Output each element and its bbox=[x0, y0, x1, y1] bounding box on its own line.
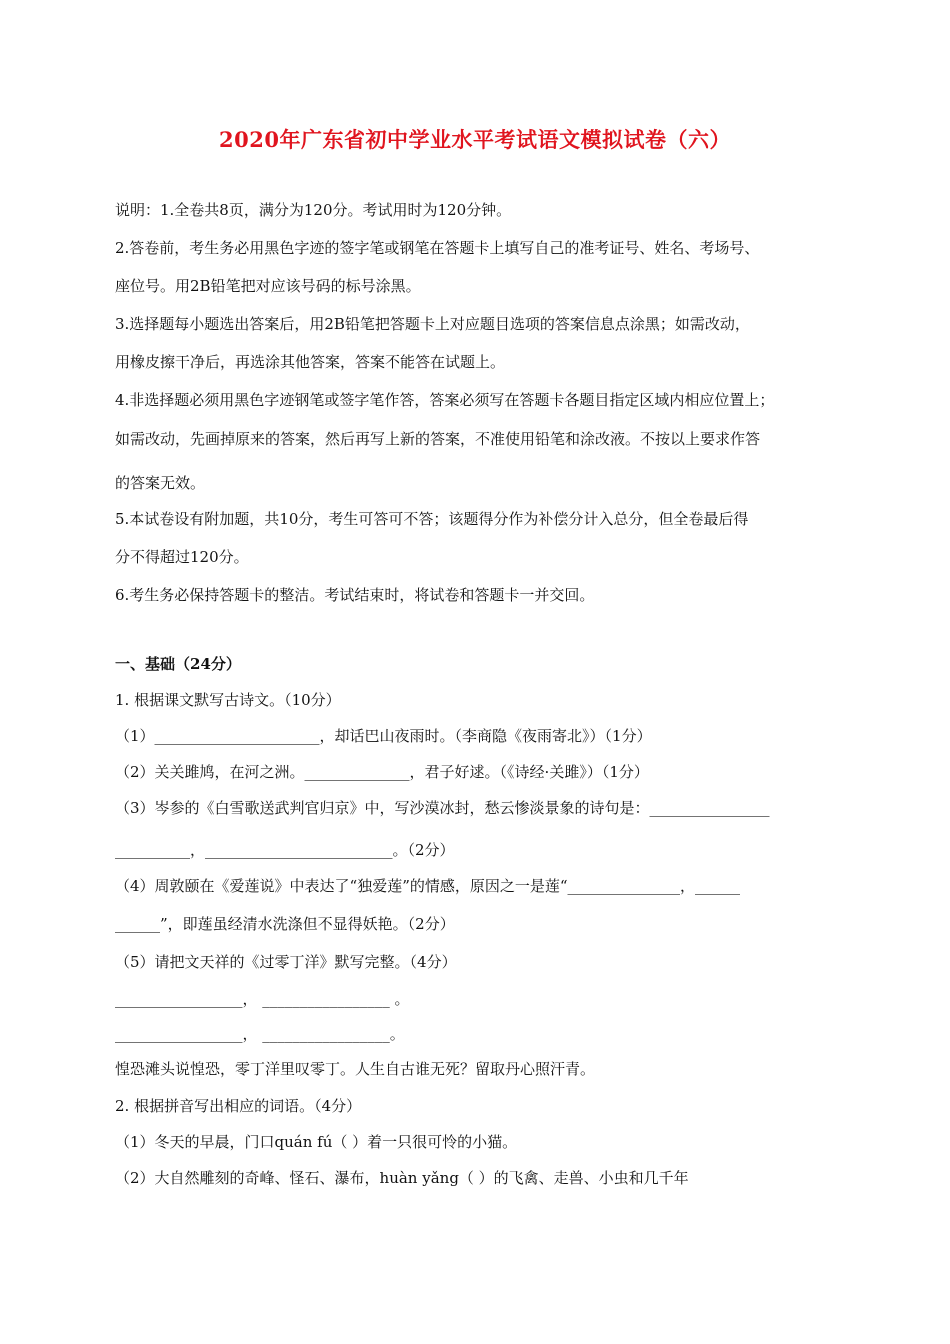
section-heading: 一、基础（24分） bbox=[115, 655, 241, 673]
question-line: （2）关关雎鸠，在河之洲。______________，君子好逑。（《诗经·关雎》）（1分） bbox=[115, 763, 649, 781]
question-line: （2）大自然雕刻的奇峰、怪石、瀑布，huàn yǎng（ ）的飞禽、走兽、小虫和几千年 bbox=[115, 1169, 689, 1187]
question-stem: 1. 根据课文默写古诗文。（10分） bbox=[115, 691, 341, 709]
answer-blank-line: _________________， _________________。 bbox=[115, 1025, 405, 1043]
question-line: （5）请把文天祥的《过零丁洋》默写完整。（4分） bbox=[115, 953, 457, 971]
question-line: （1）冬天的早晨，门口quán fú（ ）着一只很可怜的小猫。 bbox=[115, 1133, 518, 1151]
instruction-line: 说明：1.全卷共8页，满分为120分。考试用时为120分钟。 bbox=[115, 201, 512, 219]
instruction-line: 分不得超过120分。 bbox=[115, 548, 249, 566]
instruction-line: 4.非选择题必须用黑色字迹钢笔或签字笔作答，答案必须写在答题卡各题目指定区域内相应位置上； bbox=[115, 391, 775, 409]
question-line: （1）______________________，却话巴山夜雨时。（李商隐《夜雨寄北》）（1分） bbox=[115, 727, 652, 745]
instruction-line: 座位号。用2B铅笔把对应该号码的标号涂黑。 bbox=[115, 277, 421, 295]
answer-blank-line: _________________， _________________ 。 bbox=[115, 990, 410, 1008]
page-title: 2020年广东省初中学业水平考试语文模拟试卷（六） bbox=[219, 127, 731, 152]
question-line: （3）岑参的《白雪歌送武判官归京》中，写沙漠冰封，愁云惨淡景象的诗句是：________________ bbox=[115, 799, 770, 817]
instruction-line: 2.答卷前，考生务必用黑色字迹的签字笔或钢笔在答题卡上填写自己的准考证号、姓名、考场号、 bbox=[115, 239, 760, 257]
instruction-line: 用橡皮擦干净后，再选涂其他答案，答案不能答在试题上。 bbox=[115, 353, 506, 371]
instruction-line: 如需改动，先画掉原来的答案，然后再写上新的答案，不准使用铅笔和涂改液。不按以上要求作答 bbox=[115, 430, 761, 448]
instruction-line: 的答案无效。 bbox=[115, 474, 206, 492]
question-line: 惶恐滩头说惶恐，零丁洋里叹零丁。人生自古谁无死？留取丹心照汗青。 bbox=[115, 1060, 596, 1078]
instruction-line: 5.本试卷设有附加题，共10分，考生可答可不答；该题得分作为补偿分计入总分，但全卷最后得 bbox=[115, 510, 749, 528]
question-stem: 2. 根据拼音写出相应的词语。（4分） bbox=[115, 1097, 362, 1115]
instruction-line: 6.考生务必保持答题卡的整洁。考试结束时，将试卷和答题卡一并交回。 bbox=[115, 586, 595, 604]
instruction-line: 3.选择题每小题选出答案后，用2B铅笔把答题卡上对应题目选项的答案信息点涂黑；如需改动， bbox=[115, 315, 750, 333]
question-line: __________，_________________________。（2分） bbox=[115, 841, 455, 859]
question-line: ______”，即莲虽经清水洗涤但不显得妖艳。（2分） bbox=[115, 915, 455, 933]
question-line: （4）周敦颐在《爱莲说》中表达了“独爱莲”的情感，原因之一是莲“_______________，______ bbox=[115, 877, 741, 895]
